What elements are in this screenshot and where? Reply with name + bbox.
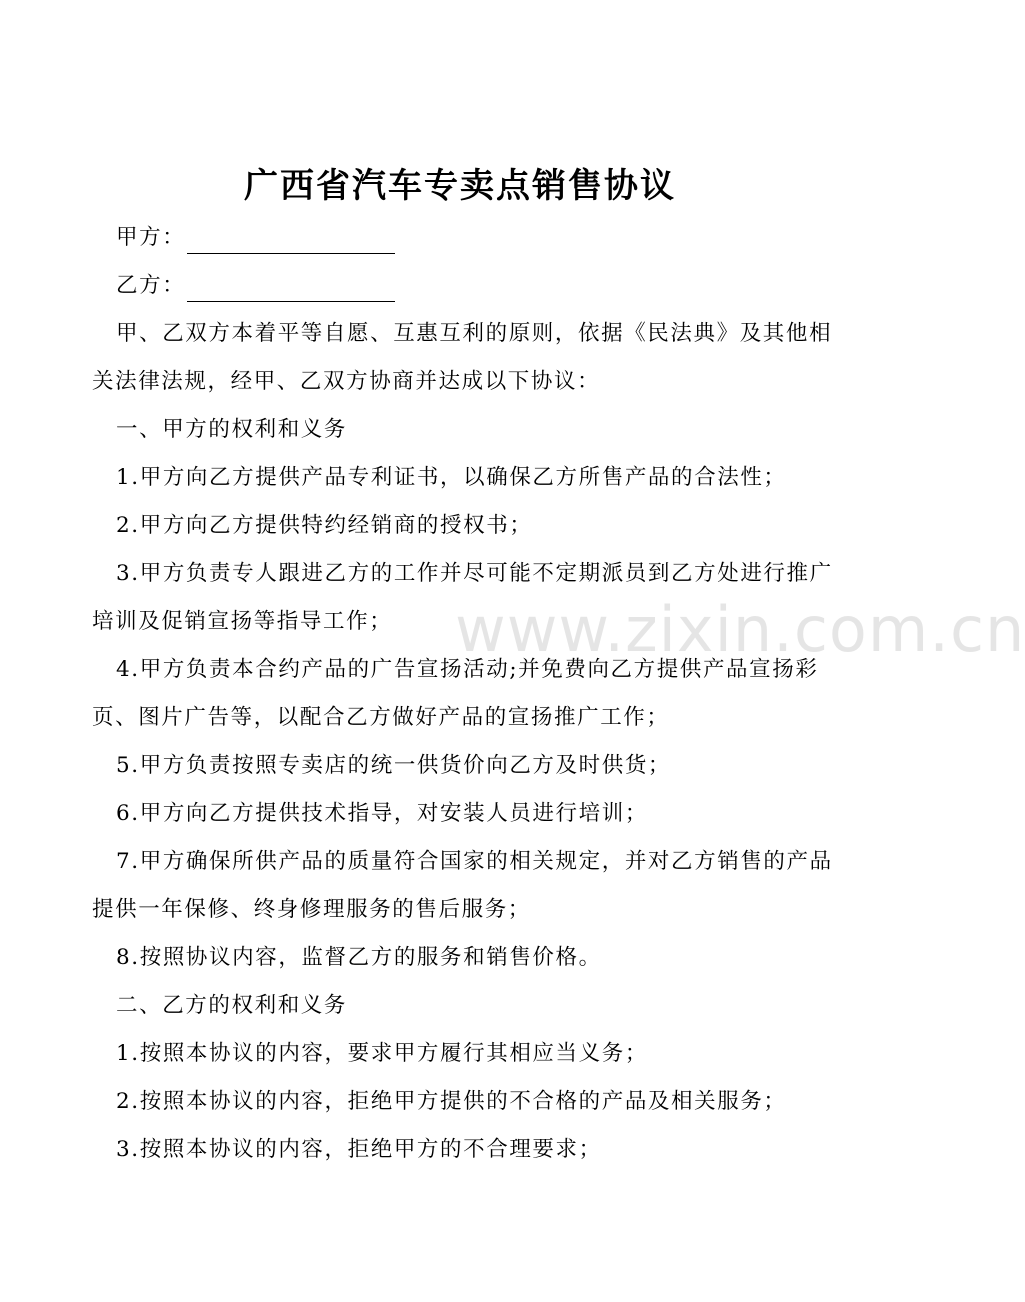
s1-item-3-line-1: 3.甲方负责专人跟进乙方的工作并尽可能不定期派员到乙方处进行推广 bbox=[116, 561, 833, 586]
s1-item-8: 8.按照协议内容，监督乙方的服务和销售价格。 bbox=[116, 945, 602, 970]
party-a-label: 甲方： bbox=[116, 225, 186, 250]
party-a-blank bbox=[187, 231, 395, 254]
s1-item-4-line-2: 页、图片广告等，以配合乙方做好产品的宣扬推广工作； bbox=[92, 705, 670, 730]
watermark: www.zixin.com.cn bbox=[455, 593, 1025, 666]
intro-line-1: 甲、乙双方本着平等自愿、互惠互利的原则，依据《民法典》及其他相 bbox=[116, 321, 833, 346]
s1-item-3-line-2: 培训及促销宣扬等指导工作； bbox=[92, 609, 393, 634]
s1-item-4-line-1: 4.甲方负责本合约产品的广告宣扬活动;并免费向乙方提供产品宣扬彩 bbox=[116, 657, 819, 682]
s1-item-7-line-1: 7.甲方确保所供产品的质量符合国家的相关规定，并对乙方销售的产品 bbox=[116, 849, 833, 874]
party-a-line bbox=[116, 222, 856, 254]
party-b-label: 乙方： bbox=[116, 273, 186, 298]
s1-item-7-line-2: 提供一年保修、终身修理服务的售后服务； bbox=[92, 897, 531, 922]
intro-line-2: 关法律法规，经甲、乙双方协商并达成以下协议： bbox=[92, 369, 601, 394]
s2-item-2: 2.按照本协议的内容，拒绝甲方提供的不合格的产品及相关服务； bbox=[116, 1089, 787, 1114]
s1-item-6: 6.甲方向乙方提供技术指导，对安装人员进行培训； bbox=[116, 801, 648, 826]
s2-item-3: 3.按照本协议的内容，拒绝甲方的不合理要求； bbox=[116, 1137, 602, 1162]
s1-item-2: 2.甲方向乙方提供特约经销商的授权书； bbox=[116, 513, 533, 538]
s1-item-1: 1.甲方向乙方提供产品专利证书，以确保乙方所售产品的合法性； bbox=[116, 465, 787, 490]
document-title: 广西省汽车专卖点销售协议 bbox=[244, 166, 676, 206]
section1-heading: 一、甲方的权利和义务 bbox=[116, 417, 348, 442]
s2-item-1: 1.按照本协议的内容，要求甲方履行其相应当义务； bbox=[116, 1041, 648, 1066]
party-b-line bbox=[116, 270, 856, 302]
s1-item-5: 5.甲方负责按照专卖店的统一供货价向乙方及时供货； bbox=[116, 753, 672, 778]
party-b-blank bbox=[187, 279, 395, 302]
section2-heading: 二、乙方的权利和义务 bbox=[116, 993, 348, 1018]
